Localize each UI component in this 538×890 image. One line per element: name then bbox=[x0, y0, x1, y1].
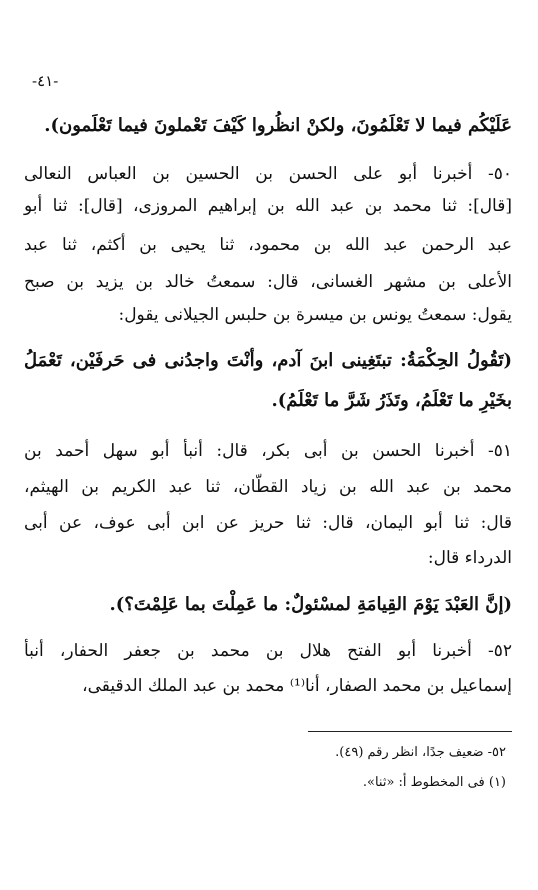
text-line: الدرداء قال: bbox=[427, 548, 512, 568]
quote-line: بخَيْرِ ما تَعْلَمُ، وتَذَرُ شَرَّ ما تَعْلَمُ). bbox=[271, 390, 512, 411]
text-line: إسماعيل بن محمد الصفار، أنا⁽¹⁾ محمد بن عبد الملك الدقيقى، bbox=[82, 676, 512, 696]
quote-line: (تَقُولُ الحِكْمَةُ: تبتَغِينى ابنَ آدم، وأنْتَ واجدُنى فى حَرفَيْن، تَعْمَلُ bbox=[24, 350, 512, 371]
text-line: محمد بن عبد الله بن زياد القطّان، ثنا عبد الكريم بن الهيثم، bbox=[24, 477, 512, 497]
text-line: عبد الرحمن عبد الله بن محمود، ثنا يحيى بن أكثم، ثنا عبد bbox=[24, 235, 512, 255]
text-line: الأعلى بن مشهر الغسانى، قال: سمعتُ خالد بن يزيد بن صبح bbox=[24, 272, 512, 292]
footnote: (١) فى المخطوط أ: «ثنا». bbox=[362, 775, 506, 790]
text-line: [قال]: ثنا محمد بن عبد الله بن إبراهيم المروزى، [قال]: ثنا أبو bbox=[24, 196, 512, 216]
quote-line: عَلَيْكُم فيما لا تَعْلَمُونَ، ولكنْ انظُروا كَيْفَ تَعْملونَ فيما تَعْلَمون). bbox=[44, 115, 512, 136]
text-line: ٥٠- أخبرنا أبو على الحسن بن الحسين بن العباس النعالى bbox=[24, 164, 512, 184]
text-line: قال: ثنا أبو اليمان، قال: ثنا حريز عن ابن أبى عوف، عن أبى bbox=[24, 513, 512, 533]
page-number: -٤١- bbox=[32, 72, 59, 90]
text-line: يقول: سمعتُ يونس بن ميسرة بن حلبس الجيلانى يقول: bbox=[118, 305, 512, 325]
text-line: ٥٢- أخبرنا أبو الفتح هلال بن محمد بن جعفر الحفار، أنبأ bbox=[24, 641, 512, 661]
footnote: ٥٢- ضعيف جدًا، انظر رقم (٤٩). bbox=[335, 745, 506, 760]
quote-line: (إنَّ العَبْدَ يَوْمَ القِيامَةِ لمسْئولٌ: ما عَمِلْتَ بما عَلِمْتَ؟). bbox=[109, 594, 512, 615]
footnote-divider bbox=[308, 731, 512, 732]
text-line: ٥١- أخبرنا الحسن بن أبى بكر، قال: أنبأ أبو سهل أحمد بن bbox=[24, 441, 512, 461]
